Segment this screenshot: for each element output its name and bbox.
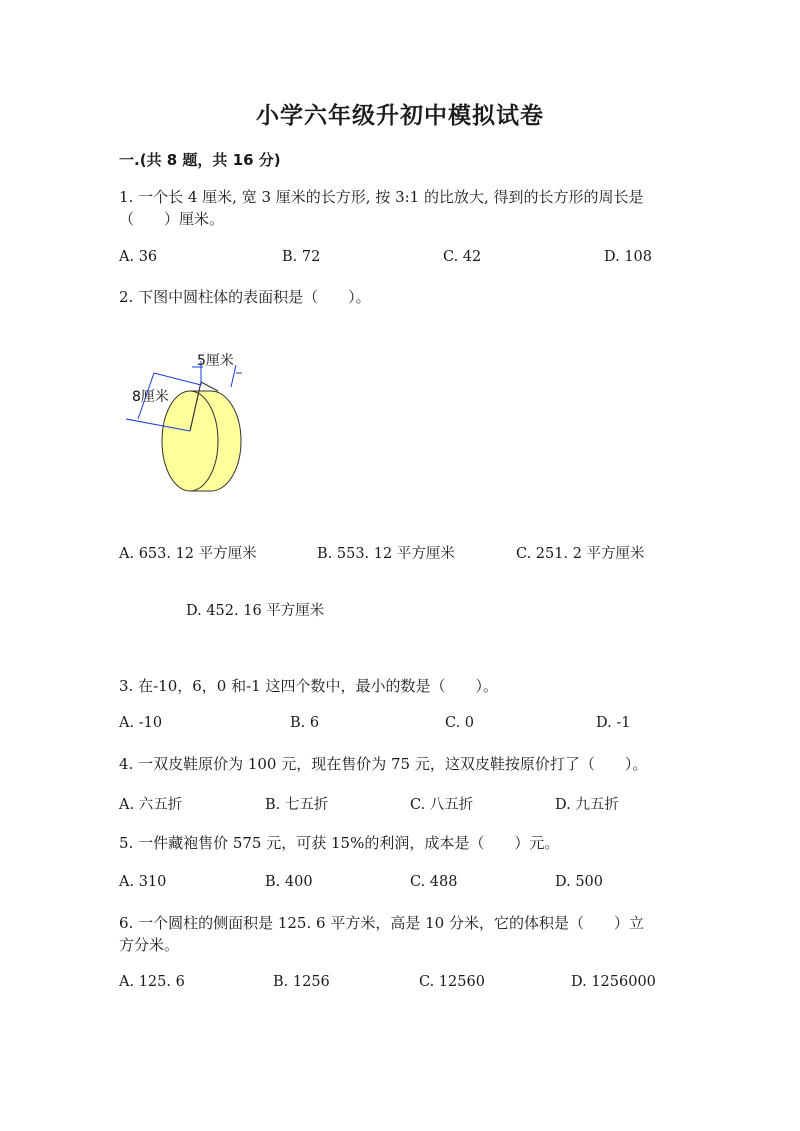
option-c[interactable]: C. 488 [410,874,458,890]
option-a[interactable]: A. 653. 12 平方厘米 [119,546,257,562]
option-a[interactable]: A. 125. 6 [119,974,185,990]
question-text: 5. 一件藏袍售价 575 元，可获 15%的利润，成本是（ ）元。 [119,834,560,852]
question-text: 3. 在-10，6，0 和-1 这四个数中，最小的数是（ ）。 [119,677,498,695]
section-header: 一.(共 8 题，共 16 分) [119,151,281,169]
radius-label: 8厘米 [132,389,169,405]
option-b[interactable]: B. 七五折 [265,797,329,813]
thickness-label: 5厘米 [197,353,234,369]
question-text: 2. 下图中圆柱体的表面积是（ ）。 [119,288,371,306]
option-b[interactable]: B. 72 [282,249,321,265]
option-d[interactable]: D. 452. 16 平方厘米 [186,603,325,619]
question-text: 4. 一双皮鞋原价为 100 元，现在售价为 75 元，这双皮鞋按原价打了（ ）。 [119,755,648,773]
option-d[interactable]: D. 108 [604,249,653,265]
question-text-cont: 方分米。 [119,936,180,954]
cylinder-figure [118,345,253,495]
option-c[interactable]: C. 0 [445,715,475,731]
option-d[interactable]: D. -1 [596,715,631,731]
option-c[interactable]: C. 251. 2 平方厘米 [516,546,645,562]
option-a[interactable]: A. -10 [119,715,163,731]
option-d[interactable]: D. 1256000 [571,974,656,990]
option-d[interactable]: D. 九五折 [555,797,619,813]
question-text-cont: （ ）厘米。 [119,210,225,228]
cylinder-front-face [162,391,218,491]
option-b[interactable]: B. 1256 [273,974,330,990]
question-text: 6. 一个圆柱的侧面积是 125. 6 平方米，高是 10 分米，它的体积是（ ）立 [119,914,644,932]
option-a[interactable]: A. 36 [119,249,158,265]
option-a[interactable]: A. 六五折 [119,797,183,813]
option-b[interactable]: B. 553. 12 平方厘米 [317,546,455,562]
option-b[interactable]: B. 6 [290,715,320,731]
option-b[interactable]: B. 400 [265,874,313,890]
page-title: 小学六年级升初中模拟试卷 [256,103,544,129]
option-c[interactable]: C. 42 [443,249,482,265]
option-c[interactable]: C. 12560 [419,974,485,990]
question-text: 1. 一个长 4 厘米, 宽 3 厘米的长方形, 按 3:1 的比放大, 得到的长方形的周长是 [119,188,644,206]
option-a[interactable]: A. 310 [119,874,167,890]
option-c[interactable]: C. 八五折 [410,797,474,813]
option-d[interactable]: D. 500 [555,874,604,890]
